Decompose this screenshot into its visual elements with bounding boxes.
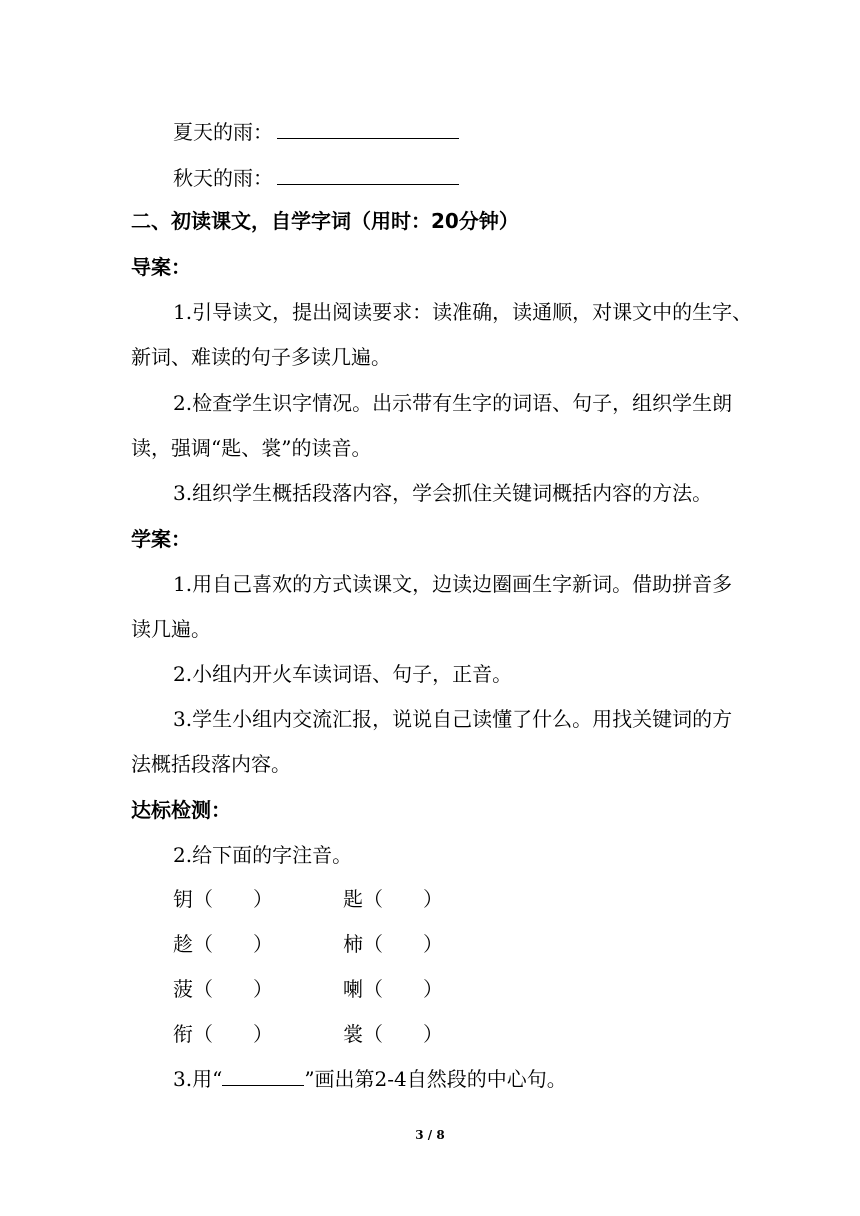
autumn-rain-row [173, 162, 860, 192]
pinyin-item-left: 钥（ ） [173, 887, 273, 911]
study-item2: 2.小组内开火车读词语、句子，正音。 [173, 662, 513, 686]
summer-rain-row [173, 116, 860, 146]
test-q2: 2.给下面的字注音。 [173, 843, 353, 867]
study-item1-line2: 读几遍。 [131, 617, 211, 641]
pinyin-item-right: 匙（ ） [343, 887, 443, 911]
guide-item1-line2: 新词、难读的句子多读几遍。 [131, 345, 391, 369]
guide-item1-line1: 1.引导读文，提出阅读要求：读准确，读通顺，对课文中的生字、 [173, 300, 753, 324]
summer-rain-label: 夏天的雨： [173, 120, 273, 144]
pinyin-item-left: 趁（ ） [173, 932, 273, 956]
pinyin-item-right: 柿（ ） [343, 932, 443, 956]
study-item3-line1: 3.学生小组内交流汇报，说说自己读懂了什么。用找关键词的方 [173, 707, 733, 731]
study-item3-line2: 法概括段落内容。 [131, 752, 291, 776]
test-q3-prefix: 3.用“ [173, 1067, 223, 1091]
guide-item2-line1: 2.检查学生识字情况。出示带有生字的词语、句子，组织学生朗 [173, 391, 733, 415]
test-title: 达标检测： [131, 798, 231, 822]
test-q3 [173, 1065, 860, 1093]
test-q3-suffix: ”画出第2-4自然段的中心句。 [304, 1067, 567, 1091]
study-item1-line1: 1.用自己喜欢的方式读课文，边读边圈画生字新词。借助拼音多 [173, 572, 733, 596]
guide-title: 导案： [131, 255, 191, 279]
pinyin-item-right: 裳（ ） [343, 1022, 443, 1046]
autumn-rain-label: 秋天的雨： [173, 166, 273, 190]
test-q3-blank[interactable] [222, 1065, 304, 1086]
summer-rain-blank[interactable] [277, 116, 459, 139]
guide-item3: 3.组织学生概括段落内容，学会抓住关键词概括内容的方法。 [173, 481, 713, 505]
autumn-rain-blank[interactable] [277, 162, 459, 185]
study-title: 学案： [131, 527, 191, 551]
pinyin-item-left: 衔（ ） [173, 1022, 273, 1046]
pinyin-item-left: 菠（ ） [173, 977, 273, 1001]
section2-title: 二、初读课文，自学字词（用时：20分钟） [131, 209, 519, 233]
pinyin-item-right: 喇（ ） [343, 977, 443, 1001]
guide-item2-line2: 读，强调“匙、裳”的读音。 [131, 436, 372, 460]
page-number: 3 / 8 [415, 1128, 445, 1142]
